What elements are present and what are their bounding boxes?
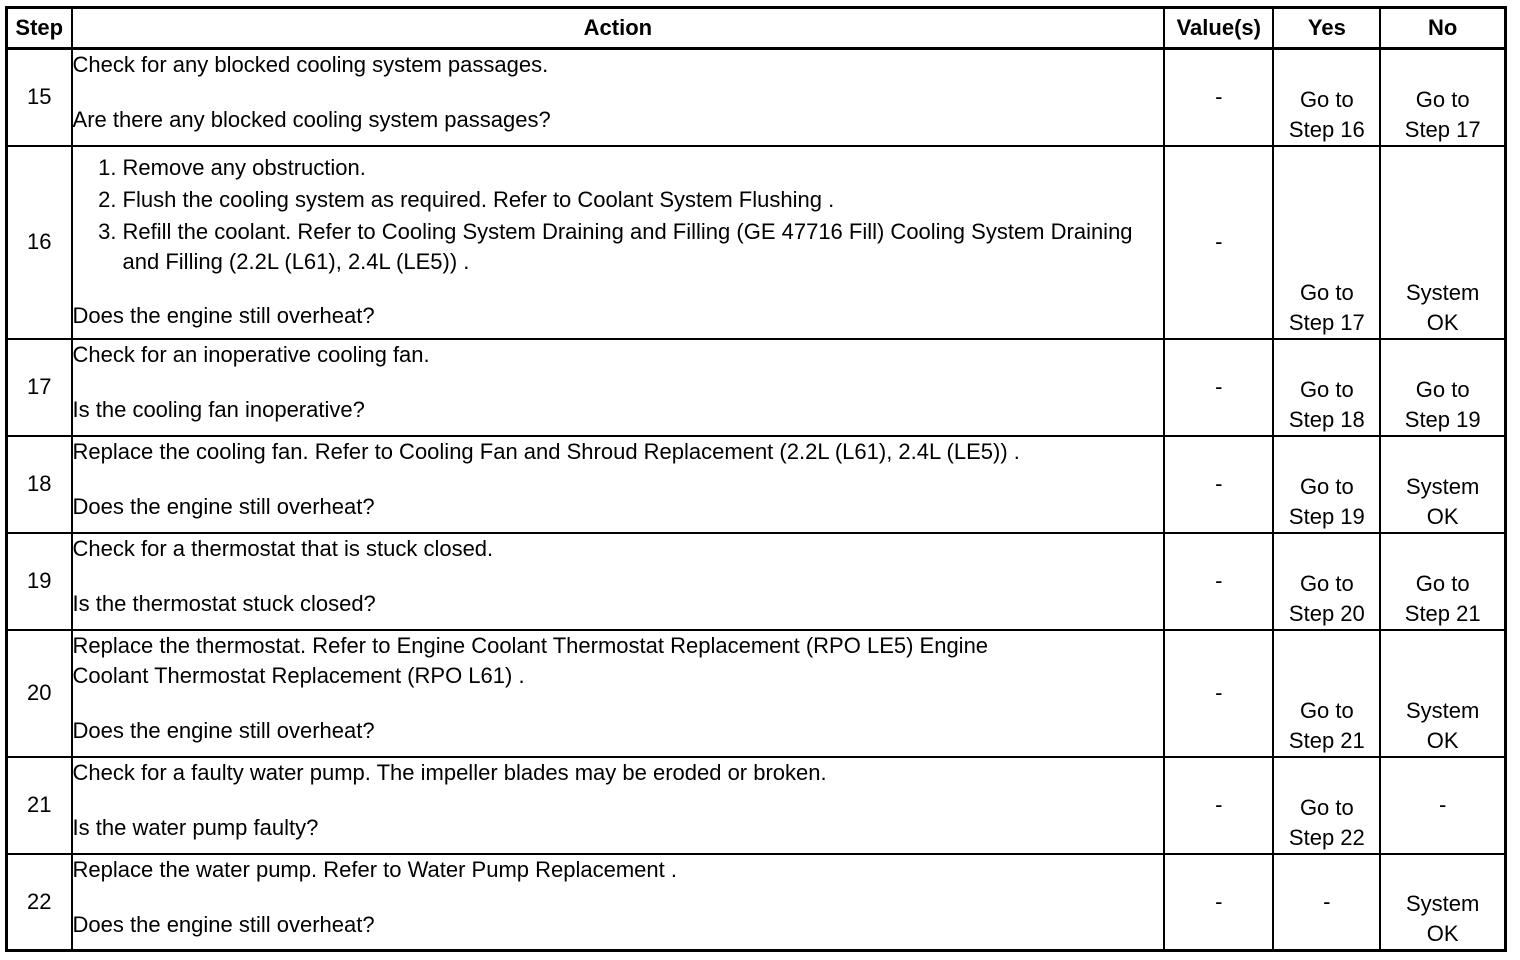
step-number: 19 (7, 533, 72, 630)
value-cell: - (1164, 630, 1273, 757)
table-row (7, 854, 1506, 951)
question-text: Does the engine still overheat? (72, 717, 375, 743)
action-list (73, 153, 1164, 277)
value-cell: - (1164, 436, 1273, 533)
header-step: Step (7, 8, 72, 49)
diagnostic-table (5, 6, 1507, 952)
yes-line: Go to (1299, 794, 1354, 820)
step-number: 20 (7, 630, 72, 757)
no-cell (1380, 146, 1505, 339)
yes-cell (1273, 533, 1380, 630)
yes-cell (1273, 339, 1380, 436)
no-line: OK (1426, 921, 1459, 946)
table-row (7, 339, 1506, 436)
no-line: OK (1426, 503, 1459, 529)
action-cell (72, 146, 1165, 339)
action-cell (72, 49, 1165, 146)
no-line: OK (1426, 727, 1459, 753)
no-line: Step 17 (1404, 116, 1481, 142)
action-cell (72, 757, 1165, 854)
yes-line: Step 19 (1288, 503, 1365, 529)
table-row (7, 146, 1506, 339)
table-row (7, 533, 1506, 630)
yes-line: Step 18 (1288, 406, 1365, 432)
no-line: System (1406, 279, 1480, 305)
no-line: System (1406, 473, 1480, 499)
header-action: Action (72, 8, 1165, 49)
value-cell: - (1164, 533, 1273, 630)
step-number: 18 (7, 436, 72, 533)
no-line: Go to (1415, 376, 1470, 402)
list-text: Refill the coolant. Refer to Cooling System Draining and Filling (GE 47716 Fill) Cooling System Draining and Filling (2.2L (L61), 2.4L (LE5)) . (122, 218, 1133, 274)
yes-cell (1273, 757, 1380, 854)
yes-cell (1273, 49, 1380, 146)
yes-line: Go to (1299, 570, 1354, 596)
question-text: Does the engine still overheat? (72, 493, 375, 519)
yes-cell (1273, 436, 1380, 533)
list-number: 1. (98, 154, 117, 180)
action-cell (72, 630, 1165, 757)
question-text: Does the engine still overheat? (72, 911, 375, 937)
header-row (7, 8, 1506, 49)
no-cell (1380, 757, 1505, 854)
action-cell (72, 436, 1165, 533)
action-text: Check for a thermostat that is stuck closed. (72, 535, 494, 561)
step-number: 15 (7, 49, 72, 146)
list-item (98, 217, 1164, 277)
no-cell (1380, 49, 1505, 146)
table-row (7, 49, 1506, 146)
yes-line: Go to (1299, 376, 1354, 402)
yes-line: Step 20 (1288, 600, 1365, 626)
action-text: Replace the cooling fan. Refer to Cooling Fan and Shroud Replacement (2.2L (L61), 2.4L (LE5)) . (72, 438, 1020, 464)
question-text: Is the thermostat stuck closed? (72, 590, 376, 616)
yes-line: Go to (1299, 473, 1354, 499)
value-cell: - (1164, 49, 1273, 146)
value-cell: - (1164, 339, 1273, 436)
question-text: Is the cooling fan inoperative? (72, 396, 365, 422)
no-line: System (1406, 697, 1480, 723)
question-text: Are there any blocked cooling system passages? (72, 107, 551, 132)
no-cell (1380, 630, 1505, 757)
list-text: Remove any obstruction. (122, 154, 366, 180)
yes-line: Step 22 (1288, 824, 1365, 850)
value-cell: - (1164, 146, 1273, 339)
list-item (98, 185, 1164, 215)
yes-line: Step 16 (1288, 116, 1365, 142)
step-number: 22 (7, 854, 72, 951)
action-text: Coolant Thermostat Replacement (RPO L61) . (72, 662, 525, 688)
no-cell (1380, 854, 1505, 951)
question-text: Does the engine still overheat? (72, 302, 375, 328)
yes-line: Go to (1299, 86, 1354, 112)
no-line: Step 21 (1404, 600, 1481, 626)
header-values: Value(s) (1164, 8, 1273, 49)
no-line: OK (1426, 309, 1459, 335)
no-line: Step 19 (1404, 406, 1481, 432)
yes-line: - (1323, 888, 1331, 914)
step-number: 17 (7, 339, 72, 436)
question-text: Is the water pump faulty? (72, 814, 319, 840)
action-text: Check for any blocked cooling system passages. (72, 52, 549, 77)
header-yes: Yes (1273, 8, 1380, 49)
no-line: Go to (1415, 86, 1470, 112)
value-cell: - (1164, 854, 1273, 951)
yes-line: Step 21 (1288, 727, 1365, 753)
action-text: Check for an inoperative cooling fan. (72, 341, 430, 367)
no-cell (1380, 339, 1505, 436)
table-row (7, 630, 1506, 757)
action-text: Check for a faulty water pump. The impeller blades may be eroded or broken. (72, 759, 827, 785)
action-cell (72, 339, 1165, 436)
yes-cell (1273, 854, 1380, 951)
no-line: System (1406, 891, 1480, 916)
yes-cell (1273, 146, 1380, 339)
list-number: 2. (98, 186, 117, 212)
step-number: 21 (7, 757, 72, 854)
action-cell (72, 533, 1165, 630)
value-cell: - (1164, 757, 1273, 854)
action-text: Replace the water pump. Refer to Water Pump Replacement . (72, 856, 677, 882)
table-row (7, 436, 1506, 533)
action-cell (72, 854, 1165, 951)
action-text: Replace the thermostat. Refer to Engine Coolant Thermostat Replacement (RPO LE5) Engine (72, 632, 989, 658)
yes-cell (1273, 630, 1380, 757)
yes-line: Go to (1299, 697, 1354, 723)
list-item (98, 153, 1164, 183)
table-row (7, 757, 1506, 854)
no-line: - (1439, 792, 1447, 817)
no-cell (1380, 436, 1505, 533)
no-line: Go to (1415, 570, 1470, 596)
step-number: 16 (7, 146, 72, 339)
list-text: Flush the cooling system as required. Refer to Coolant System Flushing . (122, 186, 835, 212)
yes-line: Go to (1299, 279, 1354, 305)
header-no: No (1380, 8, 1505, 49)
yes-line: Step 17 (1288, 309, 1365, 335)
list-number: 3. (98, 218, 117, 244)
no-cell (1380, 533, 1505, 630)
